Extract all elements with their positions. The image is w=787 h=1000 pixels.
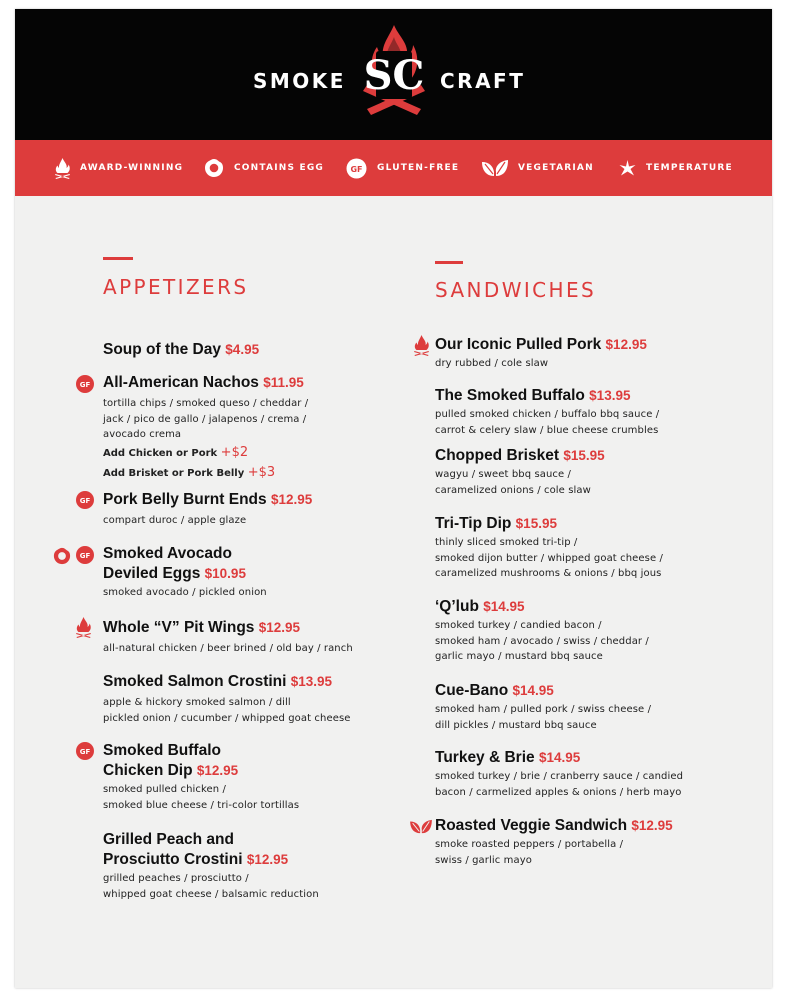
menu-item [103,340,259,360]
gluten-free-icon [76,375,94,393]
egg-icon [204,158,224,178]
gluten-free-icon [76,742,94,760]
item-price: $13.95 [290,674,333,689]
item-name: Grilled Peach and [103,831,234,848]
item-description: pulled smoked chicken / buffalo bbq sauce / carrot & celery slaw / blue cheese crumbles [435,409,660,436]
item-price: $13.95 [589,388,631,403]
item-description: wagyu / sweet bbq sauce / caramelized onions / cole slaw [435,469,591,496]
item-name: Cue-Bano [435,682,509,699]
svg-text:GF: GF [79,552,91,560]
item-price: $12.95 [631,818,673,833]
legend-vegetarian [482,140,594,196]
menu-item [103,830,319,902]
item-name: Pork Belly Burnt Ends [103,491,267,508]
item-price: $12.95 [258,620,301,635]
legend-contains-egg [204,140,324,196]
item-price: $14.95 [538,750,581,765]
star-icon [619,160,636,177]
appetizers-title: APPETIZERS [103,275,249,299]
item-price: $4.95 [225,342,260,357]
item-addon: Add Chicken or Pork +$2 [103,444,249,460]
menu-item [435,335,647,372]
item-price: $12.95 [196,763,239,778]
item-description: compart duroc / apple glaze [103,515,247,526]
item-price: $15.95 [515,516,557,531]
brand-name-left: SMOKE [253,69,346,93]
item-name: Chopped Brisket [435,447,560,464]
item-name: Soup of the Day [103,341,221,358]
item-price: $15.95 [563,448,605,463]
menu-item [435,446,605,498]
item-price: $14.95 [512,683,554,698]
leaf-icon [410,819,432,834]
legend-temperature [619,140,733,196]
item-name: Smoked Buffalo [103,742,221,759]
item-name: Smoked Avocado [103,545,232,562]
item-price: $12.95 [246,852,289,867]
item-name: Whole “V” Pit Wings [103,619,255,636]
menu-item [103,618,353,657]
menu-item [103,741,299,813]
logo-letters: SC [363,52,425,99]
item-name: Tri-Tip Dip [435,515,512,532]
item-name: Deviled Eggs [103,565,201,582]
item-description: smoked pulled chicken / smoked blue cheese / tri-color tortillas [103,784,300,811]
item-price: $12.95 [270,492,313,507]
item-name: Our Iconic Pulled Pork [435,336,602,353]
item-description: smoke roasted peppers / portabella / swiss / garlic mayo [435,839,624,866]
legend-award-winning [55,140,183,196]
gluten-free-icon [76,546,94,564]
legend-label: AWARD-WINNING [80,163,184,173]
menu-item [103,544,267,601]
brand-name-right: CRAFT [440,69,526,93]
menu-item [435,816,673,868]
item-price: $14.95 [483,599,525,614]
item-description: smoked avocado / pickled onion [103,587,267,598]
section-rule [435,261,463,264]
menu-item [435,597,649,665]
menu-item [435,386,659,438]
sandwiches-title: SANDWICHES [435,278,597,302]
menu-item [435,681,651,733]
item-name: Chicken Dip [103,762,193,779]
flame-icon [76,617,91,638]
item-description: dry rubbed / cole slaw [435,358,549,369]
item-name: Turkey & Brie [435,749,535,766]
flame-icon [414,335,429,356]
flame-icon [55,158,70,179]
item-name: Smoked Salmon Crostini [103,673,287,690]
menu-item [103,373,343,483]
section-rule [103,257,133,260]
item-name: ‘Q’lub [435,598,479,615]
item-price: $10.95 [204,566,246,581]
leaf-icon [482,159,508,177]
gluten-free-icon [76,491,94,509]
legend-label: CONTAINS EGG [234,163,325,173]
item-description: smoked turkey / candied bacon / smoked ham / avocado / swiss / cheddar / garlic mayo / mustard bbq sauce [435,620,649,662]
item-description: grilled peaches / prosciutto / whipped goat cheese / balsamic reduction [103,873,319,900]
menu-item [103,672,351,726]
svg-text:GF: GF [79,748,91,756]
item-name: Roasted Veggie Sandwich [435,817,628,834]
item-description: tortilla chips / smoked queso / cheddar / jack / pico de gallo / jalapenos / crema / avocado crema [103,398,309,440]
campfire-logo-icon [363,23,425,115]
item-description: all-natural chicken / beer brined / old bay / ranch [103,643,353,654]
dietary-legend [15,140,772,196]
gluten-free-icon [346,158,367,179]
item-description: smoked ham / pulled pork / swiss cheese / dill pickles / mustard bbq sauce [435,704,652,731]
item-description: apple & hickory smoked salmon / dill pickled onion / cucumber / whipped goat cheese [103,697,351,724]
item-description: thinly sliced smoked tri-tip / smoked dijon butter / whipped goat cheese / caramelized mushrooms & onions / bbq jous [435,537,663,579]
svg-text:GF: GF [350,164,363,174]
legend-label: GLUTEN-FREE [377,163,460,173]
item-name: Prosciutto Crostini [103,851,243,868]
svg-text:GF: GF [79,497,91,505]
item-price: $11.95 [263,375,304,390]
item-price: $12.95 [605,337,647,352]
menu-item [435,748,683,800]
egg-icon [53,547,71,565]
item-description: smoked turkey / brie / cranberry sauce / candied bacon / carmelized apples & onions / herb mayo [435,771,684,798]
item-addon: Add Brisket or Pork Belly +$3 [103,464,276,480]
svg-text:GF: GF [79,381,91,389]
legend-label: TEMPERATURE [646,163,733,173]
item-name: The Smoked Buffalo [435,387,585,404]
item-name: All-American Nachos [103,374,259,391]
header [15,9,772,140]
legend-gluten-free [346,140,459,196]
menu-item [103,490,312,529]
menu-item [435,514,663,582]
legend-label: VEGETARIAN [518,163,594,173]
menu-page [15,9,772,988]
